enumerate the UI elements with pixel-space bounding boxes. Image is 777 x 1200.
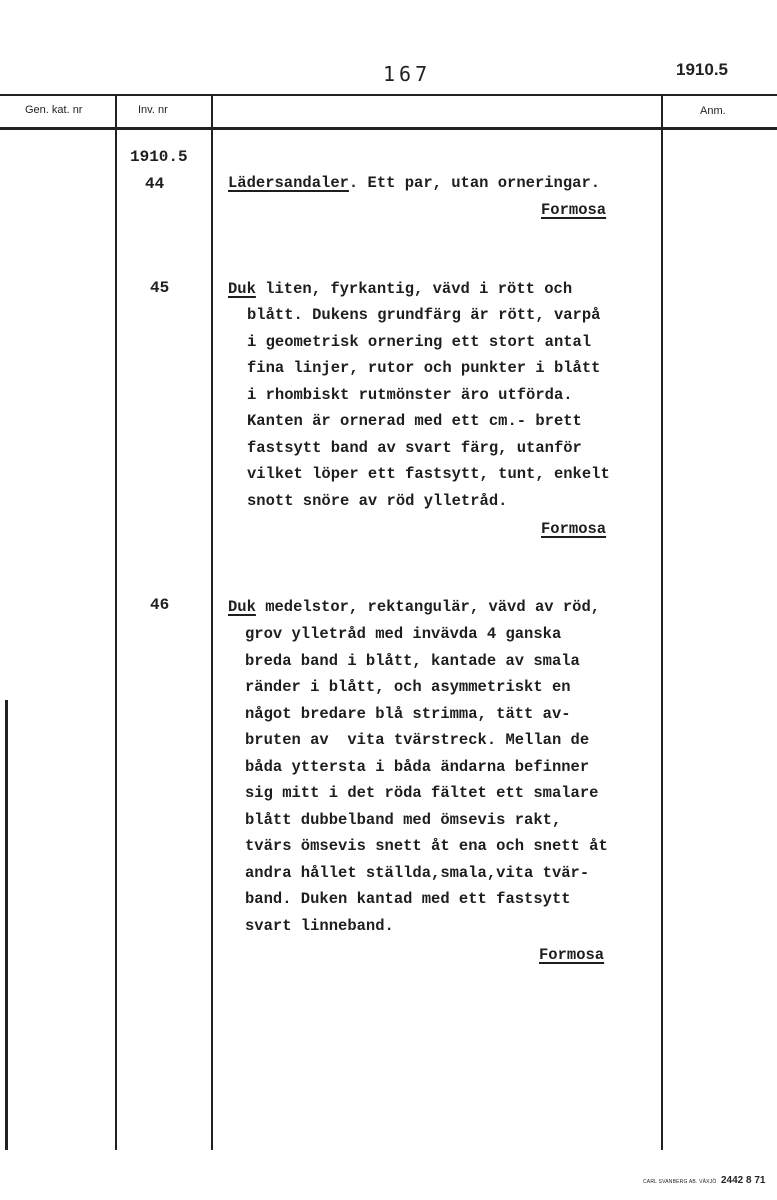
accession-year-header: 1910.5 [676, 60, 728, 79]
entry-text-line: tvärs ömsevis snett åt ena och snett åt [245, 837, 608, 855]
entry-text-line: vilket löper ett fastsytt, tunt, enkelt [247, 465, 610, 483]
page-number: 167 [383, 62, 432, 86]
entry-text-line: blått dubbelband med ömsevis rakt, [245, 810, 562, 829]
column-divider-desc-anm [661, 94, 663, 1150]
entry-text-line: båda yttersta i båda ändarna befinner [245, 757, 590, 776]
left-edge-rule [5, 700, 8, 1150]
entry-text-line: i geometrisk ornering ett stort antal [247, 332, 592, 351]
entry-title: Lädersandaler [228, 174, 349, 192]
entry-text-line: andra hållet ställda,smala,vita tvär- [245, 863, 590, 882]
entry-text-line: breda band i blått, kantade av smala [245, 651, 580, 670]
entry-text-line: Kanten är ornerad med ett cm.- brett [247, 412, 582, 430]
entry-text-line: bruten av vita tvärstreck. Mellan de [245, 731, 590, 749]
printer-imprint [643, 1170, 765, 1188]
column-header-gen-kat-nr: Gen. kat. nr [25, 104, 83, 116]
entry-source: Formosa [541, 520, 607, 538]
entry-text-line: medelstor, rektangulär, vävd av röd, [255, 598, 601, 616]
entry-description-continued [247, 302, 610, 514]
entry-source: Formosa [541, 201, 607, 219]
entry-inv-nr: 45 [150, 279, 170, 297]
column-divider-gen-inv [115, 94, 117, 1150]
entry-text-line: fina linjer, rutor och punkter i blått [247, 359, 601, 377]
entry-description [228, 170, 600, 197]
column-header-anm: Anm. [700, 105, 726, 117]
entry-description [228, 594, 600, 621]
column-divider-inv-desc [211, 94, 213, 1150]
entry-year-ref: 1910.5 [130, 148, 188, 166]
entry-title: Duk [228, 598, 256, 616]
entry-text-line: band. Duken kantad med ett fastsytt [245, 890, 571, 908]
entry-inv-nr: 44 [145, 175, 165, 193]
entry-text-line: snott snöre av röd ylletråd. [247, 491, 508, 510]
entry-description [228, 276, 572, 303]
form-code: 2442 8 71 [720, 1175, 766, 1186]
entry-description-continued [245, 621, 608, 939]
entry-text-line: något bredare blå strimma, tätt av- [245, 704, 571, 723]
entry-inv-nr: 46 [150, 596, 170, 614]
entry-text-line: liten, fyrkantig, vävd i rött och [255, 280, 573, 298]
entry-title: Duk [228, 280, 256, 298]
entry-text-line: ränder i blått, och asymmetriskt en [245, 678, 571, 696]
entry-source: Formosa [539, 946, 605, 964]
printer-name: CARL SVANBERG AB. VÄXJÖ [643, 1179, 717, 1185]
entry-text-line: fastsytt band av svart färg, utanför [247, 438, 582, 457]
column-header-inv-nr: Inv. nr [138, 104, 168, 116]
entry-text-line: svart linneband. [245, 916, 394, 935]
entry-text-line: . Ett par, utan orneringar. [348, 174, 601, 192]
entry-text-line: blått. Dukens grundfärg är rött, varpå [247, 306, 601, 324]
entry-text-line: grov ylletråd med invävda 4 ganska [245, 625, 562, 643]
entry-text-line: sig mitt i det röda fältet ett smalare [245, 784, 599, 802]
entry-text-line: i rhombiskt rutmönster äro utförda. [247, 385, 573, 404]
